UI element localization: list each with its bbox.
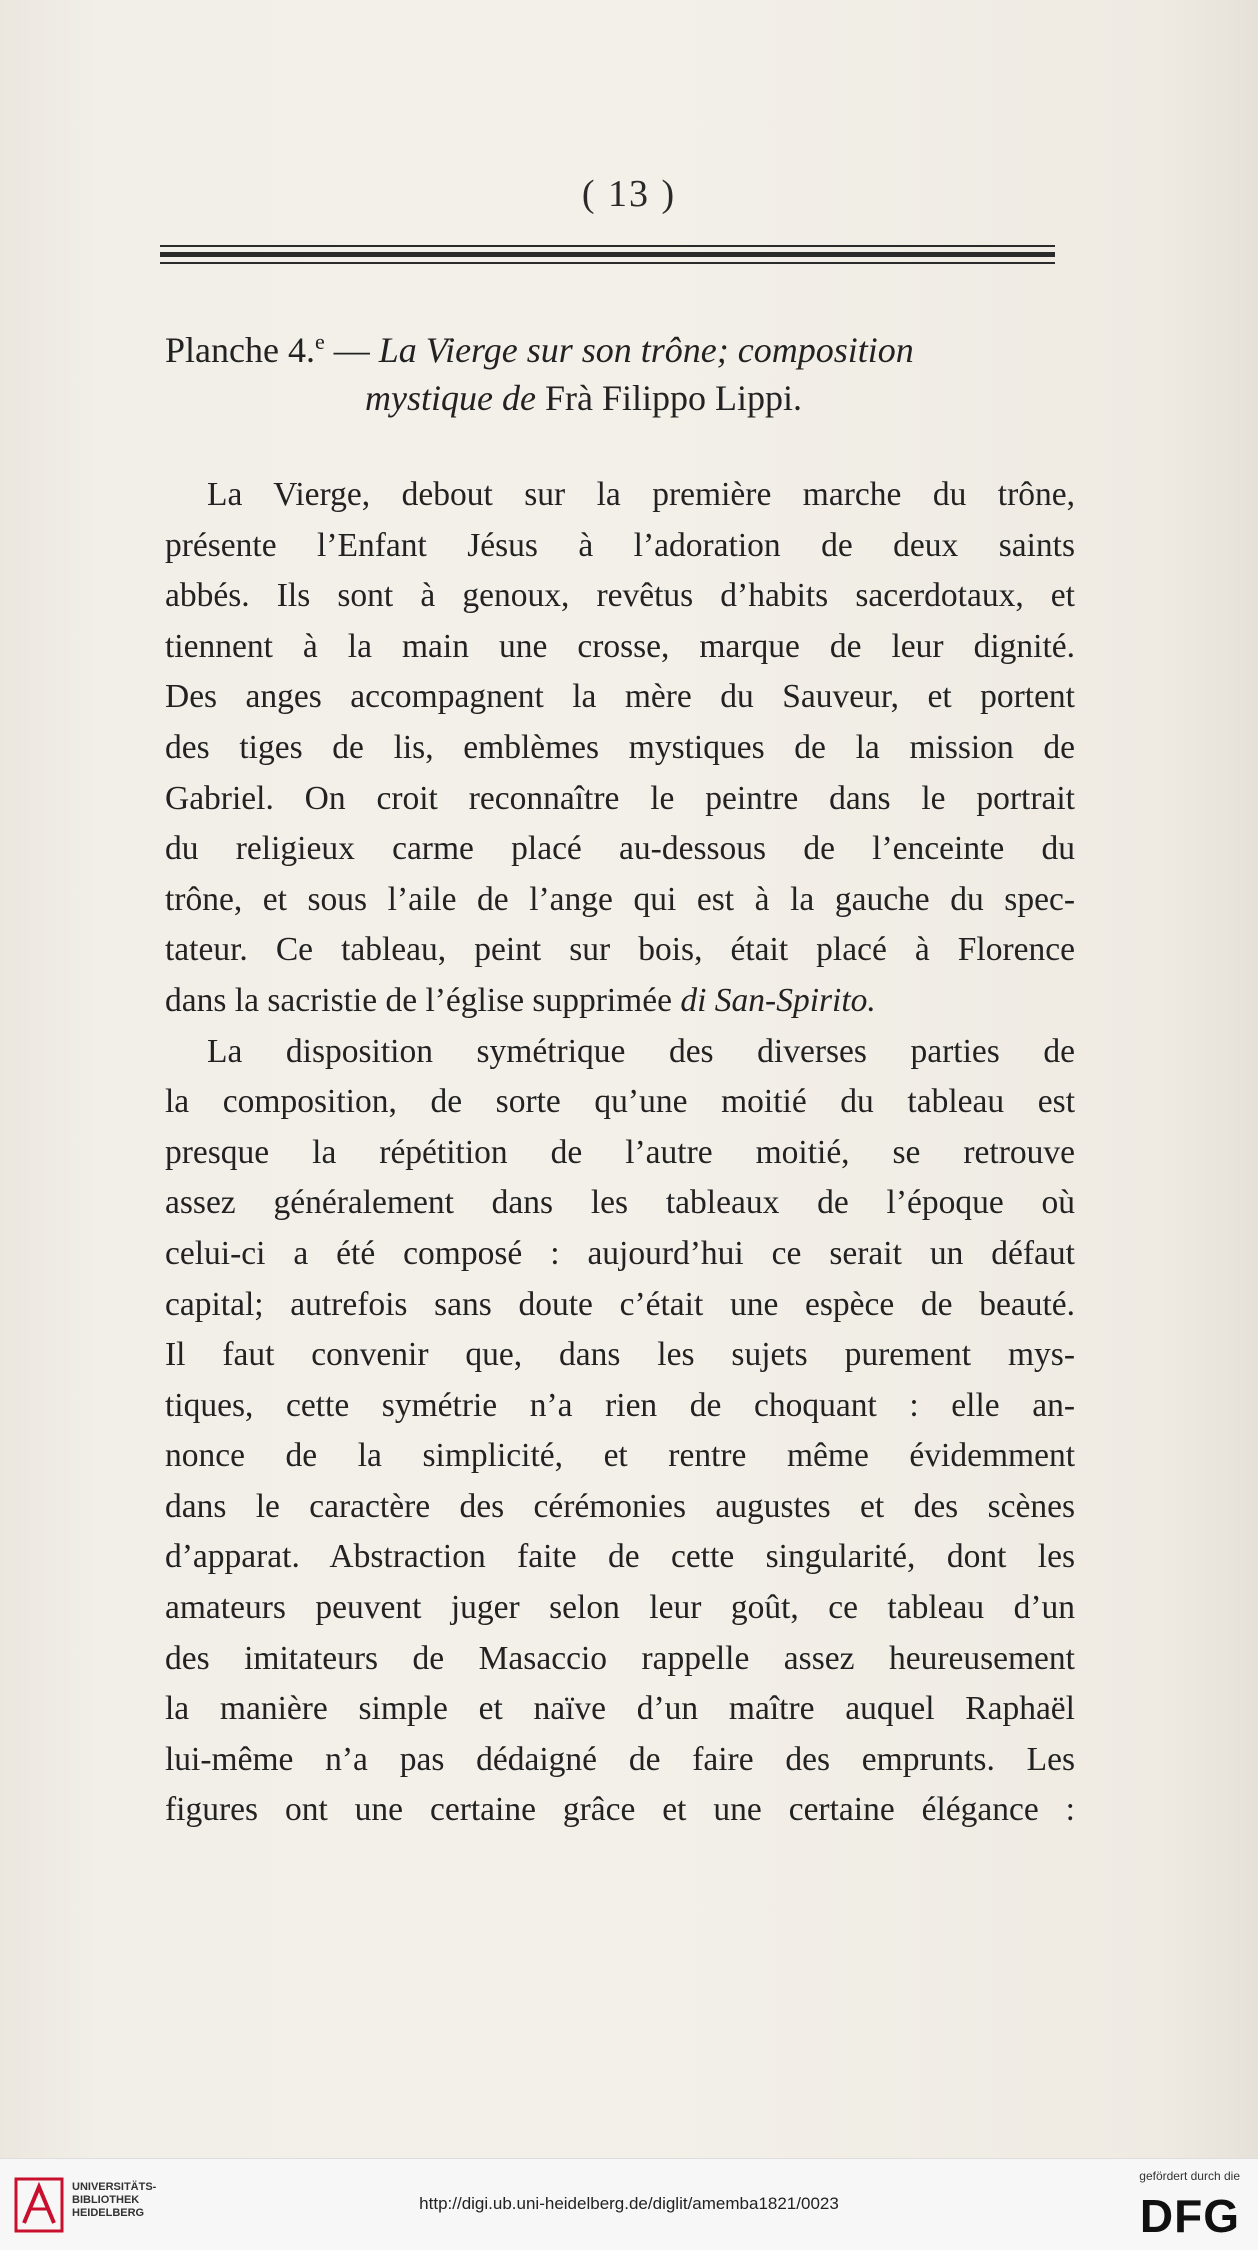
heading-line-2: mystique de Frà Filippo Lippi.: [365, 378, 802, 418]
text-line: La disposition symétrique des diverses parties de: [207, 1032, 1075, 1070]
text-line: assez généralement dans les tableaux de l’époque où: [165, 1184, 1075, 1222]
text-line: Il faut convenir que, dans les sujets purement mys-: [165, 1336, 1075, 1374]
text-line: La Vierge, debout sur la première marche du trône,: [207, 476, 1075, 513]
library-name: UNIVERSITÄTS- BIBLIOTHEK HEIDELBERG: [72, 2181, 157, 2219]
header-rule-thick: [160, 252, 1055, 257]
text-line: tateur. Ce tableau, peint sur bois, était placé à Florence: [165, 931, 1075, 969]
text-line: des tiges de lis, emblèmes mystiques de la mission de: [165, 728, 1075, 766]
text-line: d’apparat. Abstraction faite de cette singularité, dont les: [165, 1538, 1075, 1576]
footer-bar: [0, 2158, 1258, 2250]
text-line: présente l’Enfant Jésus à l’adoration de deux saints: [165, 526, 1075, 564]
text-line: la composition, de sorte qu’une moitié du tableau est: [165, 1083, 1075, 1121]
permalink-url[interactable]: http://digi.ub.uni-heidelberg.de/diglit/amemba1821/0023: [419, 2194, 839, 2213]
text-line: dans le caractère des cérémonies augustes et des scènes: [165, 1487, 1075, 1525]
text-line: capital; autrefois sans doute c’était une espèce de beauté.: [165, 1285, 1075, 1323]
text-line: Des anges accompagnent la mère du Sauveur, et portent: [165, 678, 1075, 716]
header-rule-bottom: [160, 262, 1055, 264]
text-line: Gabriel. On croit reconnaître le peintre dans le portrait: [165, 779, 1075, 817]
text-line: celui-ci a été composé : aujourd’hui ce serait un défaut: [165, 1234, 1075, 1272]
text-line: presque la répétition de l’autre moitié, se retrouve: [165, 1133, 1075, 1171]
text-line: tiennent à la main une crosse, marque de leur dignité.: [165, 627, 1075, 665]
body-text: [165, 470, 1075, 1836]
text-line: trône, et sous l’aile de l’ange qui est à la gauche du spec-: [165, 880, 1075, 918]
text-line: lui-même n’a pas dédaigné de faire des emprunts. Les: [165, 1740, 1075, 1778]
funded-by-label: gefördert durch die: [1139, 2169, 1240, 2183]
text-line: du religieux carme placé au-dessous de l’enceinte du: [165, 830, 1075, 868]
heading-line-1: Planche 4.$^e$ — La Vierge sur son trône; composition: [165, 329, 914, 370]
text-line: figures ont une certaine grâce et une certaine élégance :: [165, 1791, 1075, 1829]
dfg-logo: DFG: [1139, 2190, 1240, 2242]
text-line: abbés. Ils sont à genoux, revêtus d’habits sacerdotaux, et: [165, 577, 1075, 615]
text-line: nonce de la simplicité, et rentre même évidemment: [165, 1437, 1075, 1475]
text-line: dans la sacristie de l’église supprimée di San-Spirito.: [165, 981, 876, 1019]
text-line: la manière simple et naïve d’un maître auquel Raphaël: [165, 1690, 1075, 1728]
page-number: ( 13 ): [581, 173, 677, 215]
text-line: tiques, cette symétrie n’a rien de choquant : elle an-: [165, 1386, 1075, 1424]
text-line: amateurs peuvent juger selon leur goût, ce tableau d’un: [165, 1589, 1075, 1627]
plate-heading: [165, 318, 1065, 422]
text-line: des imitateurs de Masaccio rappelle assez heureusement: [165, 1639, 1075, 1677]
header-rule-top: [160, 245, 1055, 247]
